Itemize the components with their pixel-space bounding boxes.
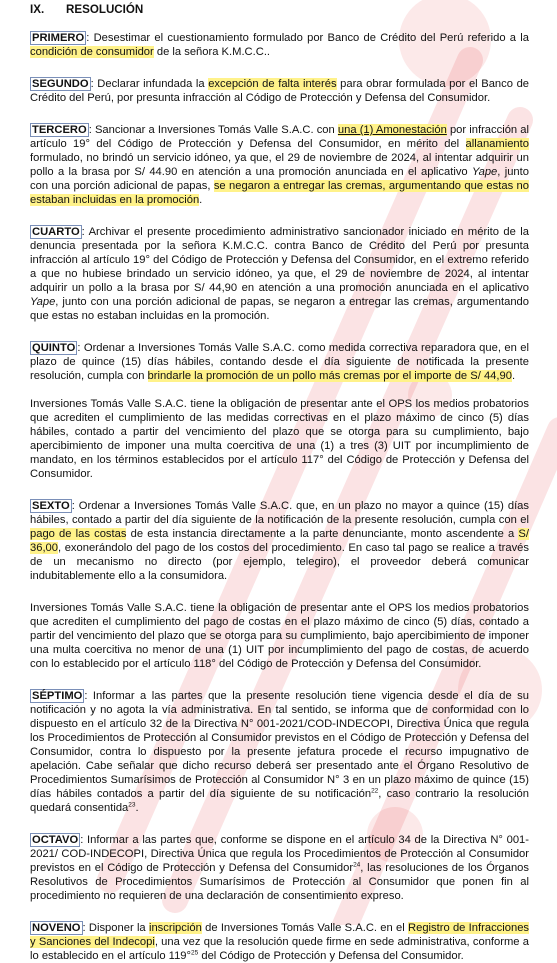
cuarto-text-2: , junto con una porción adicional de papas, se negaron a entregar las cremas, argumentando que estas no estaban incluidas en la promoción.: [30, 296, 529, 322]
octavo-text-1: : Informar a las partes que, conforme se dispone en el artículo 34 de la Directiva N° 001-2021/ COD-INDECOPI, Directiva Única que regula los Procedimientos de Protección al Consumidor previstos en el Código de Protección y Defensa del Consumidor: [30, 834, 529, 874]
paragraph-tercero: [30, 123, 529, 207]
label-quinto: QUINTO: [32, 342, 76, 354]
segundo-text-2: para obrar formulada por el Banco de Crédito del Perú, por presunta infracción al Código de Protección y Defensa del Consumidor.: [30, 78, 530, 104]
label-tercero: TERCERO: [32, 124, 87, 136]
label-cuarto: CUARTO: [32, 226, 80, 238]
label-noveno: NOVENO: [32, 922, 81, 934]
septimo-text-1: : Informar a las partes que la presente resolución tiene vigencia desde el día de su notificación y no agota la vía administrativa. En tal sentido, se informa que de conformidad con lo dispuesto en el artículo 32 de la Directiva N° 001-2021/COD-INDECOPI, Directiva Única que regula los Procedimientos de Protección al Consumidor previstos en el Código de Protección y Defensa del Consumidor, contra lo dispuesto por la presente jefatura procede el recurso impugnativo de apelación. Cabe señalar que dicho recurso deberá ser presentado ante el Órgano Resolutivo de Procedimientos Sumarísimos de Protección al Consumidor N° 3 en un plazo máximo de quince (15) días hábiles contados a partir del día siguiente de su notificación: [30, 690, 529, 800]
paragraph-quinto-obligacion: Inversiones Tomás Valle S.A.C. tiene la obligación de presentar ante el OPS los medios probatorios que acrediten el cumplimiento de las medidas correctivas en el plazo máximo de cinco (5) días hábiles, contado a partir del vencimiento del plazo que se otorga para su cumplimiento, bajo apercibimiento de imponer una multa coercitiva de una (1) a tres (3) UIT por incumplimiento de mandato, en los términos establecidos por el artículo 117° del Código de Protección y Defensa del Consumidor.: [30, 398, 529, 480]
tercero-text-4: , junto con una porción adicional de papas,: [30, 166, 529, 192]
sexto-highlight-2: S/ 36,00: [30, 528, 529, 554]
footnote-ref-23[interactable]: 23: [128, 801, 136, 809]
section-number: IX.: [30, 3, 45, 16]
paragraph-septimo: [30, 689, 529, 815]
primero-highlight-1: condición de consumidor: [30, 46, 154, 58]
cuarto-text-1: : Archivar el presente procedimiento administrativo sancionador iniciado en mérito de la denuncia presentada por la señora K.M.C.C. contra Banco de Crédito del Perú por presunta infracción al artículo 19° del Código de Protección y Defensa del Consumidor, en el extremo referido a que no hubiese brindado un servicio idóneo, ya que, el 29 de noviembre de 2024, al intentar adquirir un pollo a la brasa por S/ 44,90 en atención a una promoción anunciada en el aplicativo: [30, 226, 529, 294]
segundo-highlight-1: excepción de falta interés: [208, 78, 337, 90]
quinto-highlight-1: brindarle la promoción de un pollo más cremas por el importe de S/ 44,90: [147, 370, 512, 382]
primero-text-1: : Desestimar el cuestionamiento formulado por Banco de Crédito del Perú referido a la: [86, 32, 529, 44]
section-heading: [30, 0, 529, 18]
tercero-highlight-2: allanamiento: [465, 138, 529, 150]
sexto-text-1: : Ordenar a Inversiones Tomás Valle S.A.C. que, en un plazo no mayor a quince (15) días hábiles, contado a partir del día siguiente de la notificación de la presente resolución, cumpla con el: [30, 500, 529, 526]
quinto-text-2: .: [511, 370, 516, 382]
tercero-text-1: : Sancionar a Inversiones Tomás Valle S.A.C. con: [88, 124, 338, 136]
sexto-text-3: , exonerándolo del pago de los costos del procedimiento. En caso tal pago se realice a través de un mecanismo no directo (por ejemplo, telegiro), el proveedor deberá comunicar indubitablemente ello a la consumidora.: [30, 542, 529, 582]
tercero-text-2: por infracción al artículo 19° del Código de Protección y Defensa del Consumidor, en mérito del: [30, 124, 529, 150]
tercero-text-5: .: [199, 194, 203, 206]
paragraph-sexto: [30, 499, 529, 583]
section-title: RESOLUCIÓN: [66, 3, 144, 16]
label-primero: PRIMERO: [32, 32, 85, 44]
noveno-highlight-2: Registro de Infracciones y Sanciones del Indecopi: [30, 922, 530, 948]
footnote-ref-24[interactable]: 24: [353, 861, 361, 869]
label-septimo: SÉPTIMO: [32, 690, 83, 702]
label-sexto: SEXTO: [32, 500, 70, 512]
noveno-text-4: del Código de Protección y Defensa del Consumidor.: [198, 950, 464, 962]
label-segundo: SEGUNDO: [32, 78, 89, 90]
paragraph-primero: [30, 31, 529, 59]
noveno-text-3: , una vez que la resolución quede firme en sede administrativa, conforme a lo establecido en el artículo 119°: [30, 936, 529, 962]
paragraph-octavo: [30, 833, 529, 903]
sexto-text-2: de esta instancia directamente a la parte denunciante, monto ascendente a: [126, 528, 519, 540]
noveno-highlight-1: inscripción: [148, 922, 202, 934]
tercero-app-name: Yape: [471, 166, 498, 178]
primero-text-2: de la señora K.M.C.C..: [153, 46, 271, 58]
octavo-text-2: , las resoluciones de los Órganos Resolutivos de Procedimientos Sumarísimos de Protección al Consumidor que ponen fin al procedimiento no requieren de una declaración de consentimiento expreso.: [30, 862, 529, 902]
noveno-text-1: : Disponer la: [82, 922, 149, 934]
septimo-text-3: .: [135, 802, 139, 814]
tercero-highlight-3: se negaron a entregar las cremas, argumentando que estas no estaban incluidas en la promoción: [30, 180, 529, 206]
paragraph-quinto: [30, 341, 529, 383]
tercero-highlight-1: una (1) Amonestación: [337, 124, 447, 136]
tercero-text-3: formulado, no brindó un servicio idóneo, ya que, el 29 de noviembre de 2024, al intentar adquirir un pollo a la brasa por S/ 44.90 en atención a una promoción anunciada en el aplicativo: [30, 152, 529, 178]
segundo-text-1: : Declarar infundada la: [90, 78, 209, 90]
paragraph-sexto-obligacion: Inversiones Tomás Valle S.A.C. tiene la obligación de presentar ante el OPS los medios probatorios que acrediten el cumplimiento del pago de costas en el plazo máximo de cinco (5) días, contado a partir del vencimiento del plazo que se otorga para su cumplimiento, bajo apercibimiento de imponer una multa coercitiva no menor de una (1) UIT por incumplimiento del pago de costas, de acuerdo con lo establecido por el artículo 118° del Código de Protección y Defensa del Consumidor.: [30, 602, 529, 670]
septimo-text-2: , caso contrario la resolución quedará consentida: [30, 788, 530, 814]
paragraph-cuarto: [30, 225, 529, 323]
cuarto-app-name: Yape: [30, 296, 56, 308]
label-octavo: OCTAVO: [32, 834, 79, 846]
paragraph-noveno: [30, 921, 529, 963]
sexto-highlight-1: pago de las costas: [30, 528, 127, 540]
quinto-text-1: : Ordenar a Inversiones Tomás Valle S.A.C. como medida correctiva reparadora que, en el plazo de quince (15) días hábiles, contando desde el día siguiente de notificada la presente resolución, cumpla con: [30, 342, 529, 382]
paragraph-segundo: [30, 77, 529, 105]
footnote-ref-25[interactable]: 25: [191, 949, 199, 957]
footnote-ref-22[interactable]: 22: [371, 787, 379, 795]
noveno-text-2: de Inversiones Tomás Valle S.A.C. en el: [201, 922, 409, 934]
